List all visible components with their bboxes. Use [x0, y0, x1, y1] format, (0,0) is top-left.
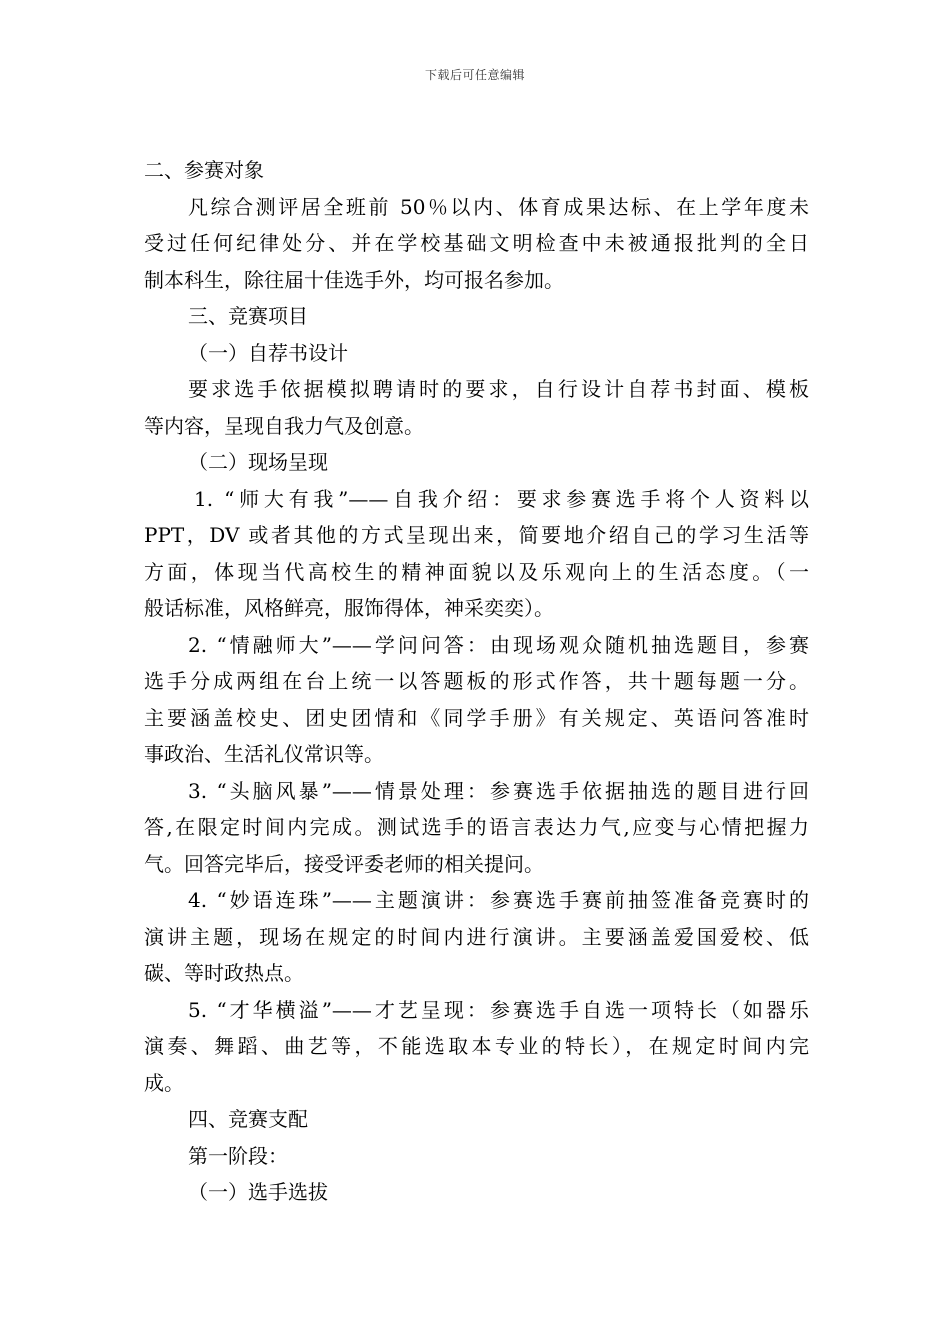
text-line: （二）现场呈现 [188, 450, 328, 474]
text-line: 1. “师大有我”——自我介绍：要求参赛选手将个人资料以 [194, 486, 809, 511]
text-line: 2. “情融师大”——学问问答：由现场观众随机抽选题目，参赛 [188, 632, 809, 657]
text-line: 气。回答完毕后，接受评委老师的相关提问。 [144, 851, 544, 876]
text-line: 等内容，呈现自我力气及创意。 [144, 413, 424, 438]
text-line: （一）选手选拔 [188, 1180, 328, 1204]
document-body [144, 152, 809, 1211]
text-line: 凡综合测评居全班前 50％以内、体育成果达标、在上学年度未 [188, 194, 809, 219]
text-line: 选手分成两组在台上统一以答题板的形式作答，共十题每题一分。 [144, 669, 809, 693]
text-line: 制本科生，除往届十佳选手外，均可报名参加。 [144, 267, 564, 292]
text-line: 演奏、舞蹈、曲艺等，不能选取本专业的特长），在规定时间内完 [144, 1034, 809, 1058]
page-header-note: 下载后可任意编辑 [424, 68, 525, 82]
text-line: （一）自荐书设计 [188, 340, 348, 365]
text-line: 3. “头脑风暴”——情景处理：参赛选手依据抽选的题目进行回 [188, 778, 809, 803]
text-line: 主要涵盖校史、团史团情和《同学手册》有关规定、英语问答准时 [144, 705, 809, 730]
text-line: 答,在限定时间内完成。测试选手的语言表达力气,应变与心情把握力 [144, 815, 809, 839]
text-line: 4. “妙语连珠”——主题演讲：参赛选手赛前抽签准备竞赛时的 [188, 888, 809, 912]
text-line: 5. “才华横溢”——才艺呈现：参赛选手自选一项特长（如器乐 [188, 997, 809, 1022]
text-line: 演讲主题，现场在规定的时间内进行演讲。主要涵盖爱国爱校、低 [144, 924, 809, 949]
text-line: 成。 [144, 1070, 184, 1095]
text-line: 三、竞赛项目 [188, 304, 308, 328]
text-line: 事政治、生活礼仪常识等。 [144, 742, 384, 766]
text-line: 受过任何纪律处分、并在学校基础文明检查中未被通报批判的全日 [144, 231, 809, 255]
text-line: 般话标准，风格鲜亮，服饰得体，神采奕奕）。 [144, 596, 554, 620]
text-line: PPT，DV 或者其他的方式呈现出来，简要地介绍自己的学习生活等 [144, 523, 809, 547]
text-line: 第一阶段： [188, 1143, 288, 1168]
text-line: 碳、等时政热点。 [144, 961, 304, 985]
text-line: 方面，体现当代高校生的精神面貌以及乐观向上的生活态度。（一 [144, 559, 809, 584]
text-line: 二、参赛对象 [144, 158, 264, 182]
text-line: 四、竞赛支配 [188, 1107, 308, 1131]
text-line: 要求选手依据模拟聘请时的要求，自行设计自荐书封面、模板 [188, 377, 809, 401]
